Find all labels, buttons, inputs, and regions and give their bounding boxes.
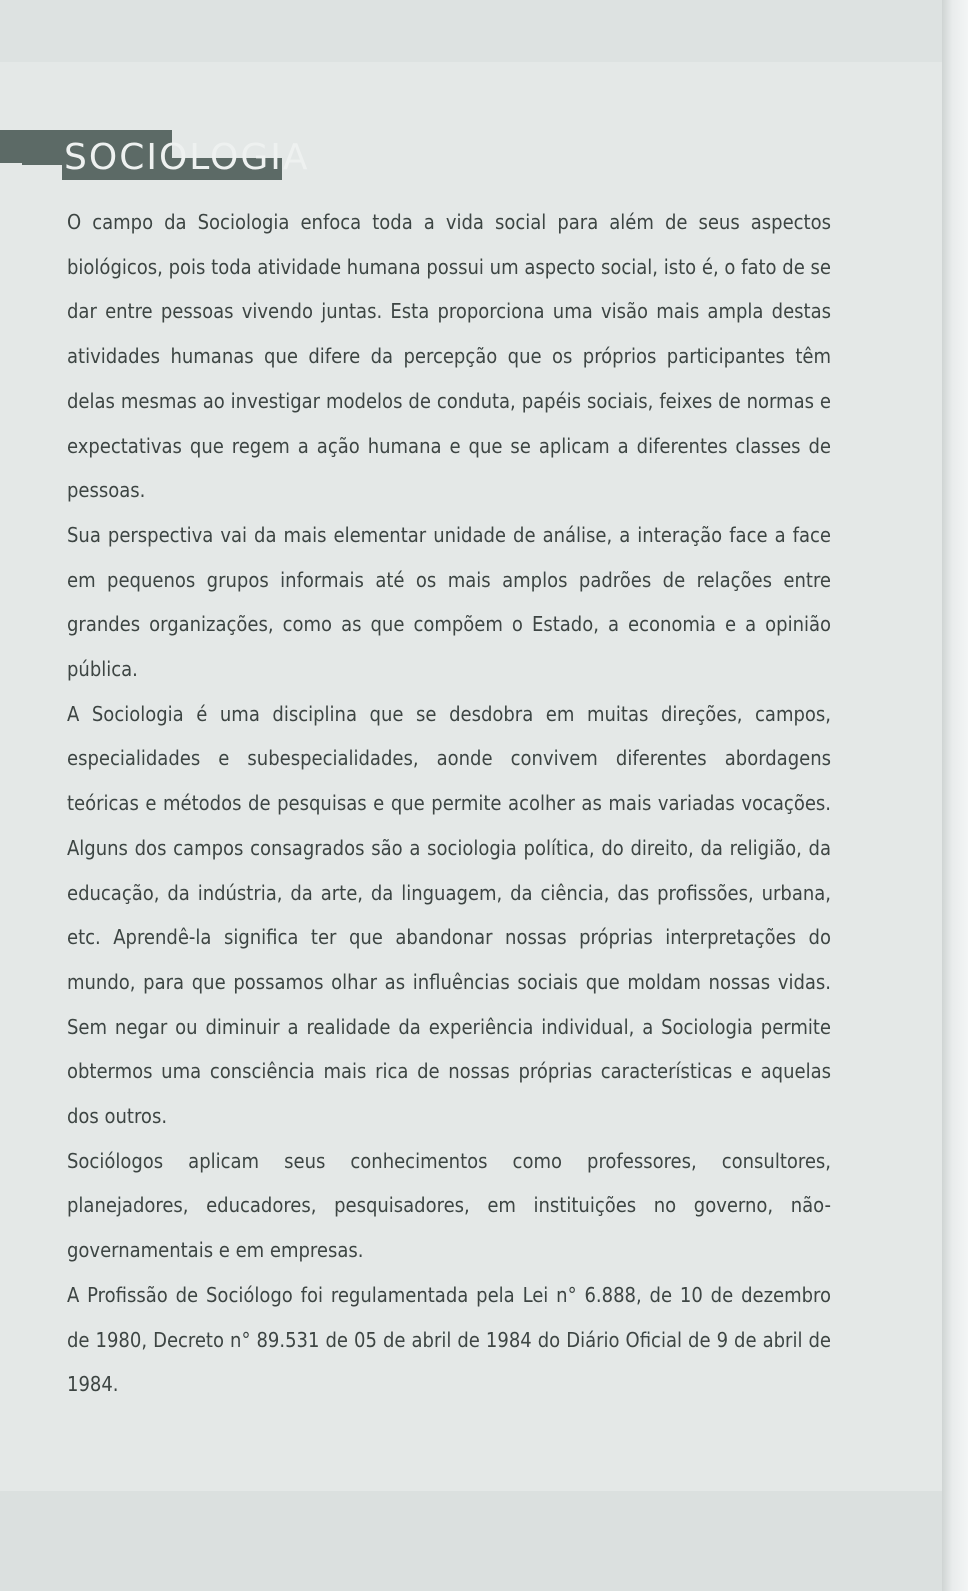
paragraph-1: O campo da Sociologia enfoca toda a vida social para além de seus aspectos biológicos, pois toda atividade humana possui um aspecto social, isto é, o fato de se dar entre pessoas vivendo juntas. Esta proporciona uma visão mais ampla destas atividades humanas que difere da percepção que os próprios participantes têm delas mesmas ao investigar modelos de conduta, papéis sociais, feixes de normas e expectativas que regem a ação humana e que se aplicam a diferentes classes de pessoas. xyxy=(67,210,831,503)
body-text xyxy=(67,200,831,1407)
paragraph-5: A Profissão de Sociólogo foi regulamentada pela Lei n° 6.888, de 10 de dezembro de 1980, Decreto n° 89.531 de 05 de abril de 1984 do Diário Oficial de 9 de abril de 1984. xyxy=(67,1282,831,1397)
section-header-rule xyxy=(22,163,62,165)
page-edge xyxy=(942,0,968,1591)
paragraph-4: Sociólogos aplicam seus conhecimentos como professores, consultores, planejadores, educadores, pesquisadores, em instituições no governo, não-governamentais e em empresas. xyxy=(67,1148,831,1263)
section-header-notch xyxy=(0,163,62,180)
top-margin xyxy=(0,0,942,62)
paragraph-3: A Sociologia é uma disciplina que se desdobra em muitas direções, campos, especialidades e subespecialidades, aonde convivem diferentes abordagens teóricas e métodos de pesquisas e que permite acolher as mais variadas vocações. Alguns dos campos consagrados são a sociologia política, do direito, da religião, da educação, da indústria, da arte, da linguagem, da ciência, das profissões, urbana, etc. Aprendê-la significa ter que abandonar nossas próprias interpretações do mundo, para que possamos olhar as influências sociais que moldam nossas vidas. Sem negar ou diminuir a realidade da experiência individual, a Sociologia permite obtermos uma consciência mais rica de nossas próprias características e aquelas dos outros. xyxy=(67,701,831,1129)
bottom-margin xyxy=(0,1491,942,1591)
section-title: SOCIOLOGIA xyxy=(64,137,310,178)
paragraph-2: Sua perspectiva vai da mais elementar unidade de análise, a interação face a face em pequenos grupos informais até os mais amplos padrões de relações entre grandes organizações, como as que compõem o Estado, a economia e a opinião pública. xyxy=(67,522,831,682)
